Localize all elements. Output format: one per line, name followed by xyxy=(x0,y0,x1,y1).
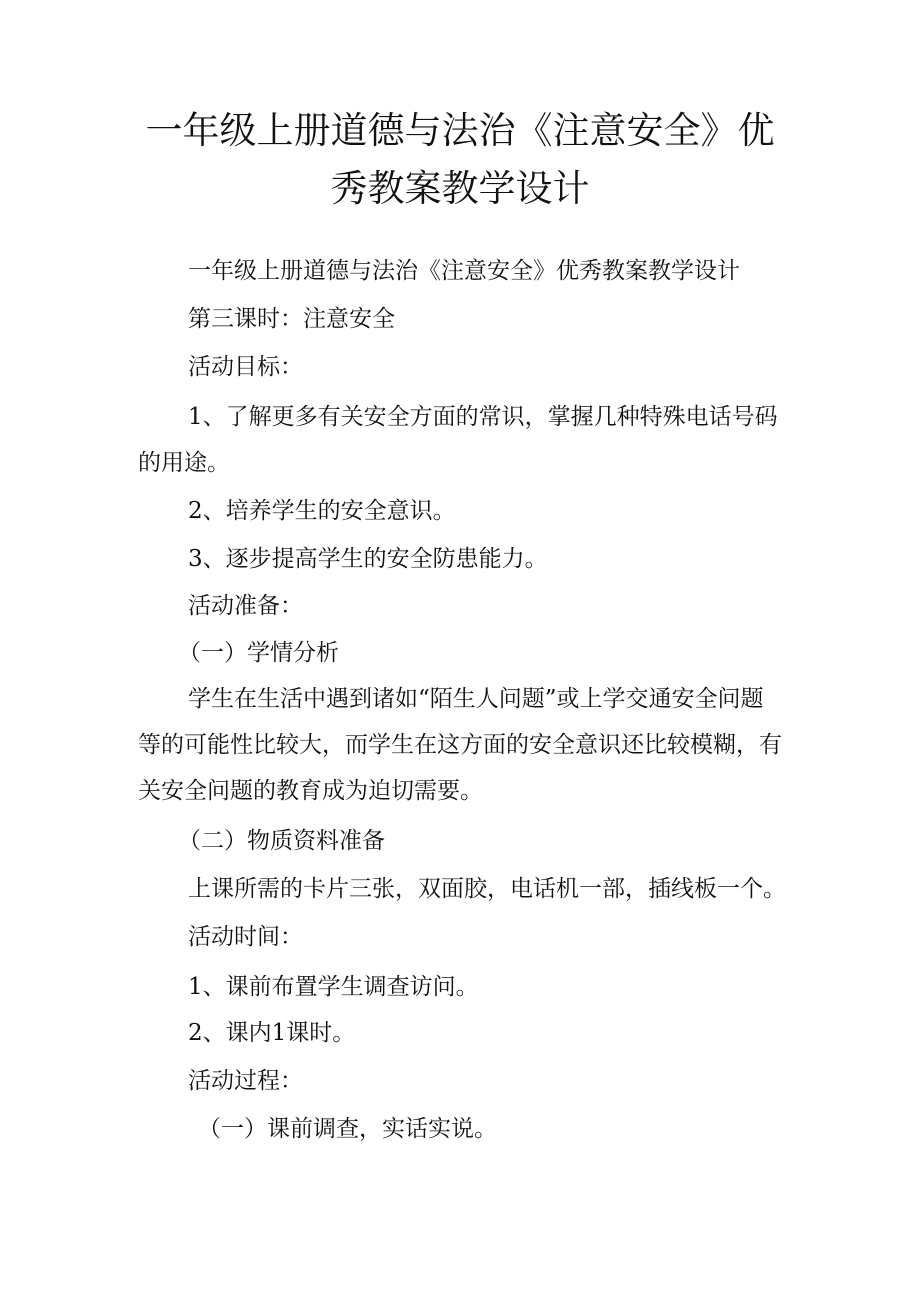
title-line-1: 一年级上册道德与法治《注意安全》优 xyxy=(145,109,775,152)
paragraph-lesson: 第三课时：注意安全 xyxy=(188,306,395,332)
paragraph-analysis-3: 关安全问题的教育成为迫切需要。 xyxy=(138,778,483,804)
paragraph-analysis-1: 学生在生活中遇到诸如“陌生人问题”或上学交通安全问题 xyxy=(188,686,764,712)
paragraph-section-2: （二）物质资料准备 xyxy=(178,828,385,854)
paragraph-section-1: （一）学情分析 xyxy=(178,640,339,666)
paragraph-goal-3: 3、逐步提高学生的安全防患能力。 xyxy=(188,546,548,572)
paragraph-time-1: 1、课前布置学生调查访问。 xyxy=(188,974,479,1000)
paragraph-goal-1-cont: 的用途。 xyxy=(138,450,230,476)
paragraph-analysis-2: 等的可能性比较大，而学生在这方面的安全意识还比较模糊，有 xyxy=(138,732,782,758)
paragraph-heading: 一年级上册道德与法治《注意安全》优秀教案教学设计 xyxy=(188,258,740,284)
document-title xyxy=(140,102,780,218)
paragraph-process-1: （一）课前调查，实话实说。 xyxy=(198,1116,497,1142)
paragraph-time-2: 2、课内1课时。 xyxy=(188,1020,356,1046)
paragraph-goals-heading: 活动目标： xyxy=(188,354,303,380)
paragraph-prep-heading: 活动准备： xyxy=(188,593,303,619)
paragraph-goal-2: 2、培养学生的安全意识。 xyxy=(188,498,456,524)
title-line-2: 秀教案教学设计 xyxy=(330,167,590,210)
paragraph-process-heading: 活动过程： xyxy=(188,1068,303,1094)
paragraph-time-heading: 活动时间： xyxy=(188,924,303,950)
paragraph-materials: 上课所需的卡片三张，双面胶，电话机一部，插线板一个。 xyxy=(188,876,786,902)
paragraph-goal-1: 1、了解更多有关安全方面的常识，掌握几种特殊电话号码 xyxy=(188,404,778,430)
